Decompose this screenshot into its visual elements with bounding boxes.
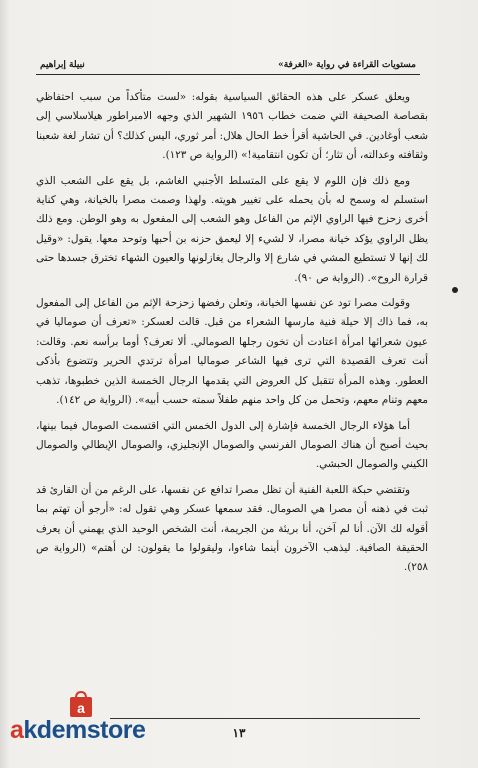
- logo-rest: kdemstore: [23, 716, 146, 744]
- logo-accent-letter: a: [10, 716, 24, 744]
- header-divider: [36, 74, 420, 75]
- page-body: [36, 88, 428, 578]
- paragraph: أما هؤلاء الرجال الخمسة فإشارة إلى الدول الخمس التي اقتسمت الصومال فيما بينها، بحيث أصبح أن هناك الصومال الفرنسي والصومال الإنجليزي، والصومال الإيطالي والصومال الكيني والصومال الحبشي.: [36, 419, 428, 471]
- paragraph: وتقتضي حبكة اللعبة الفنية أن تظل مصرا تدافع عن نفسها، على الرغم من أن القارئ قد ثبت في ذهنه أن مصرا هي الصومال. فقد سمعها عسكر وهي تقول له: «أرجو أن تهتم بما أقوله لك الآن. أنا لم آخن، أنا بريئة من الجريمة، أنت الشخص الوحيد الذي يهمني أن يعرف الحقيقة الصافية. ليذهب الآخرون أينما شاءوا، وليقولوا ما يقولون: لن أهتم» (الرواية ص ٢٥٨).: [36, 483, 428, 574]
- paragraph: ومع ذلك فإن اللوم لا يقع على المتسلط الأجنبي الغاشم، بل يقع على الشعب الذي استسلم له وسمح له بأن يحمله على تغيير هويته. ولهذا وصمت مصرا بالخيانة، وهي كناية أخرى زحزح فيها الراوي الإثم من الفاعل وهو الشعب إلى المفعول به وهو الوطن. ومع ذلك يظل الراوي يؤكد خيانة مصرا، لا لشيء إلا ليعمق حزنه بن أحبها وتوحد معها. يقول: «وقيل لك إنها لا تستطيع المشي في شارع إلا والرجال يغازلونها والعيون الشهاء تخترق جسدها حتى قرارة الروح». (الرواية ص ٩٠).: [36, 174, 428, 284]
- page-number: ١٣: [232, 726, 246, 740]
- store-logo-text: [10, 716, 145, 745]
- running-header: [40, 52, 416, 70]
- paragraph: ويعلق عسكر على هذه الحقائق السياسية بقوله: «لست متأكداً من سبب احتفاظي بقصاصة الصحيفة التي ضمت خطاب ١٩٥٦ الشهير الذي وجهه الامبراطور هيلاسلاسي إلى شعب أوغادين. في الحاشية أقرأ خط الحال هلال: أمر ثوري، اليس كذلك؟ أن تشار لغة شعبنا وثقافته وعدالته، أن تثار؛ أن تكون انتقامية!» (الرواية ص ١٢٣).: [36, 91, 428, 162]
- paragraph: وقولت مصرا تود عن نفسها الخيانة، وتعلن رفضها زحزحة الإثم من الفاعل إلى المفعول به، فما ذاك إلا حيلة فنية مارسها الشعراء من قبل. قالت لعسكر: «تعرف أن صوماليا في عيون شعرائها امرأة اعتادت أن تخون رجلها الصومالي. ألا تعرف؟ أوما برأسه نعم. وقالت: أنت تعرف القصيدة التي ترى فيها الشاعر صوماليا امرأة ترتدي الحرير وتتضوع بأذكى العطور. وهذه المرأة تتقبل كل العروض التي يقدمها الرجال الخمسة الذين خطبوها، تذهب معهم وتنام معهم، وتحمل من كل واحد منهم طفلاً سمته حسب أبيه». (الرواية ص ١٤٢).: [36, 297, 428, 407]
- shopping-bag-icon: [68, 690, 94, 718]
- store-watermark: [10, 690, 160, 750]
- running-title: مستويات القراءة في رواية «الغرفة»: [278, 60, 416, 70]
- margin-mark: [452, 287, 458, 293]
- author-name: نبيلة إبراهيم: [40, 60, 85, 70]
- svg-text:a: a: [77, 700, 85, 716]
